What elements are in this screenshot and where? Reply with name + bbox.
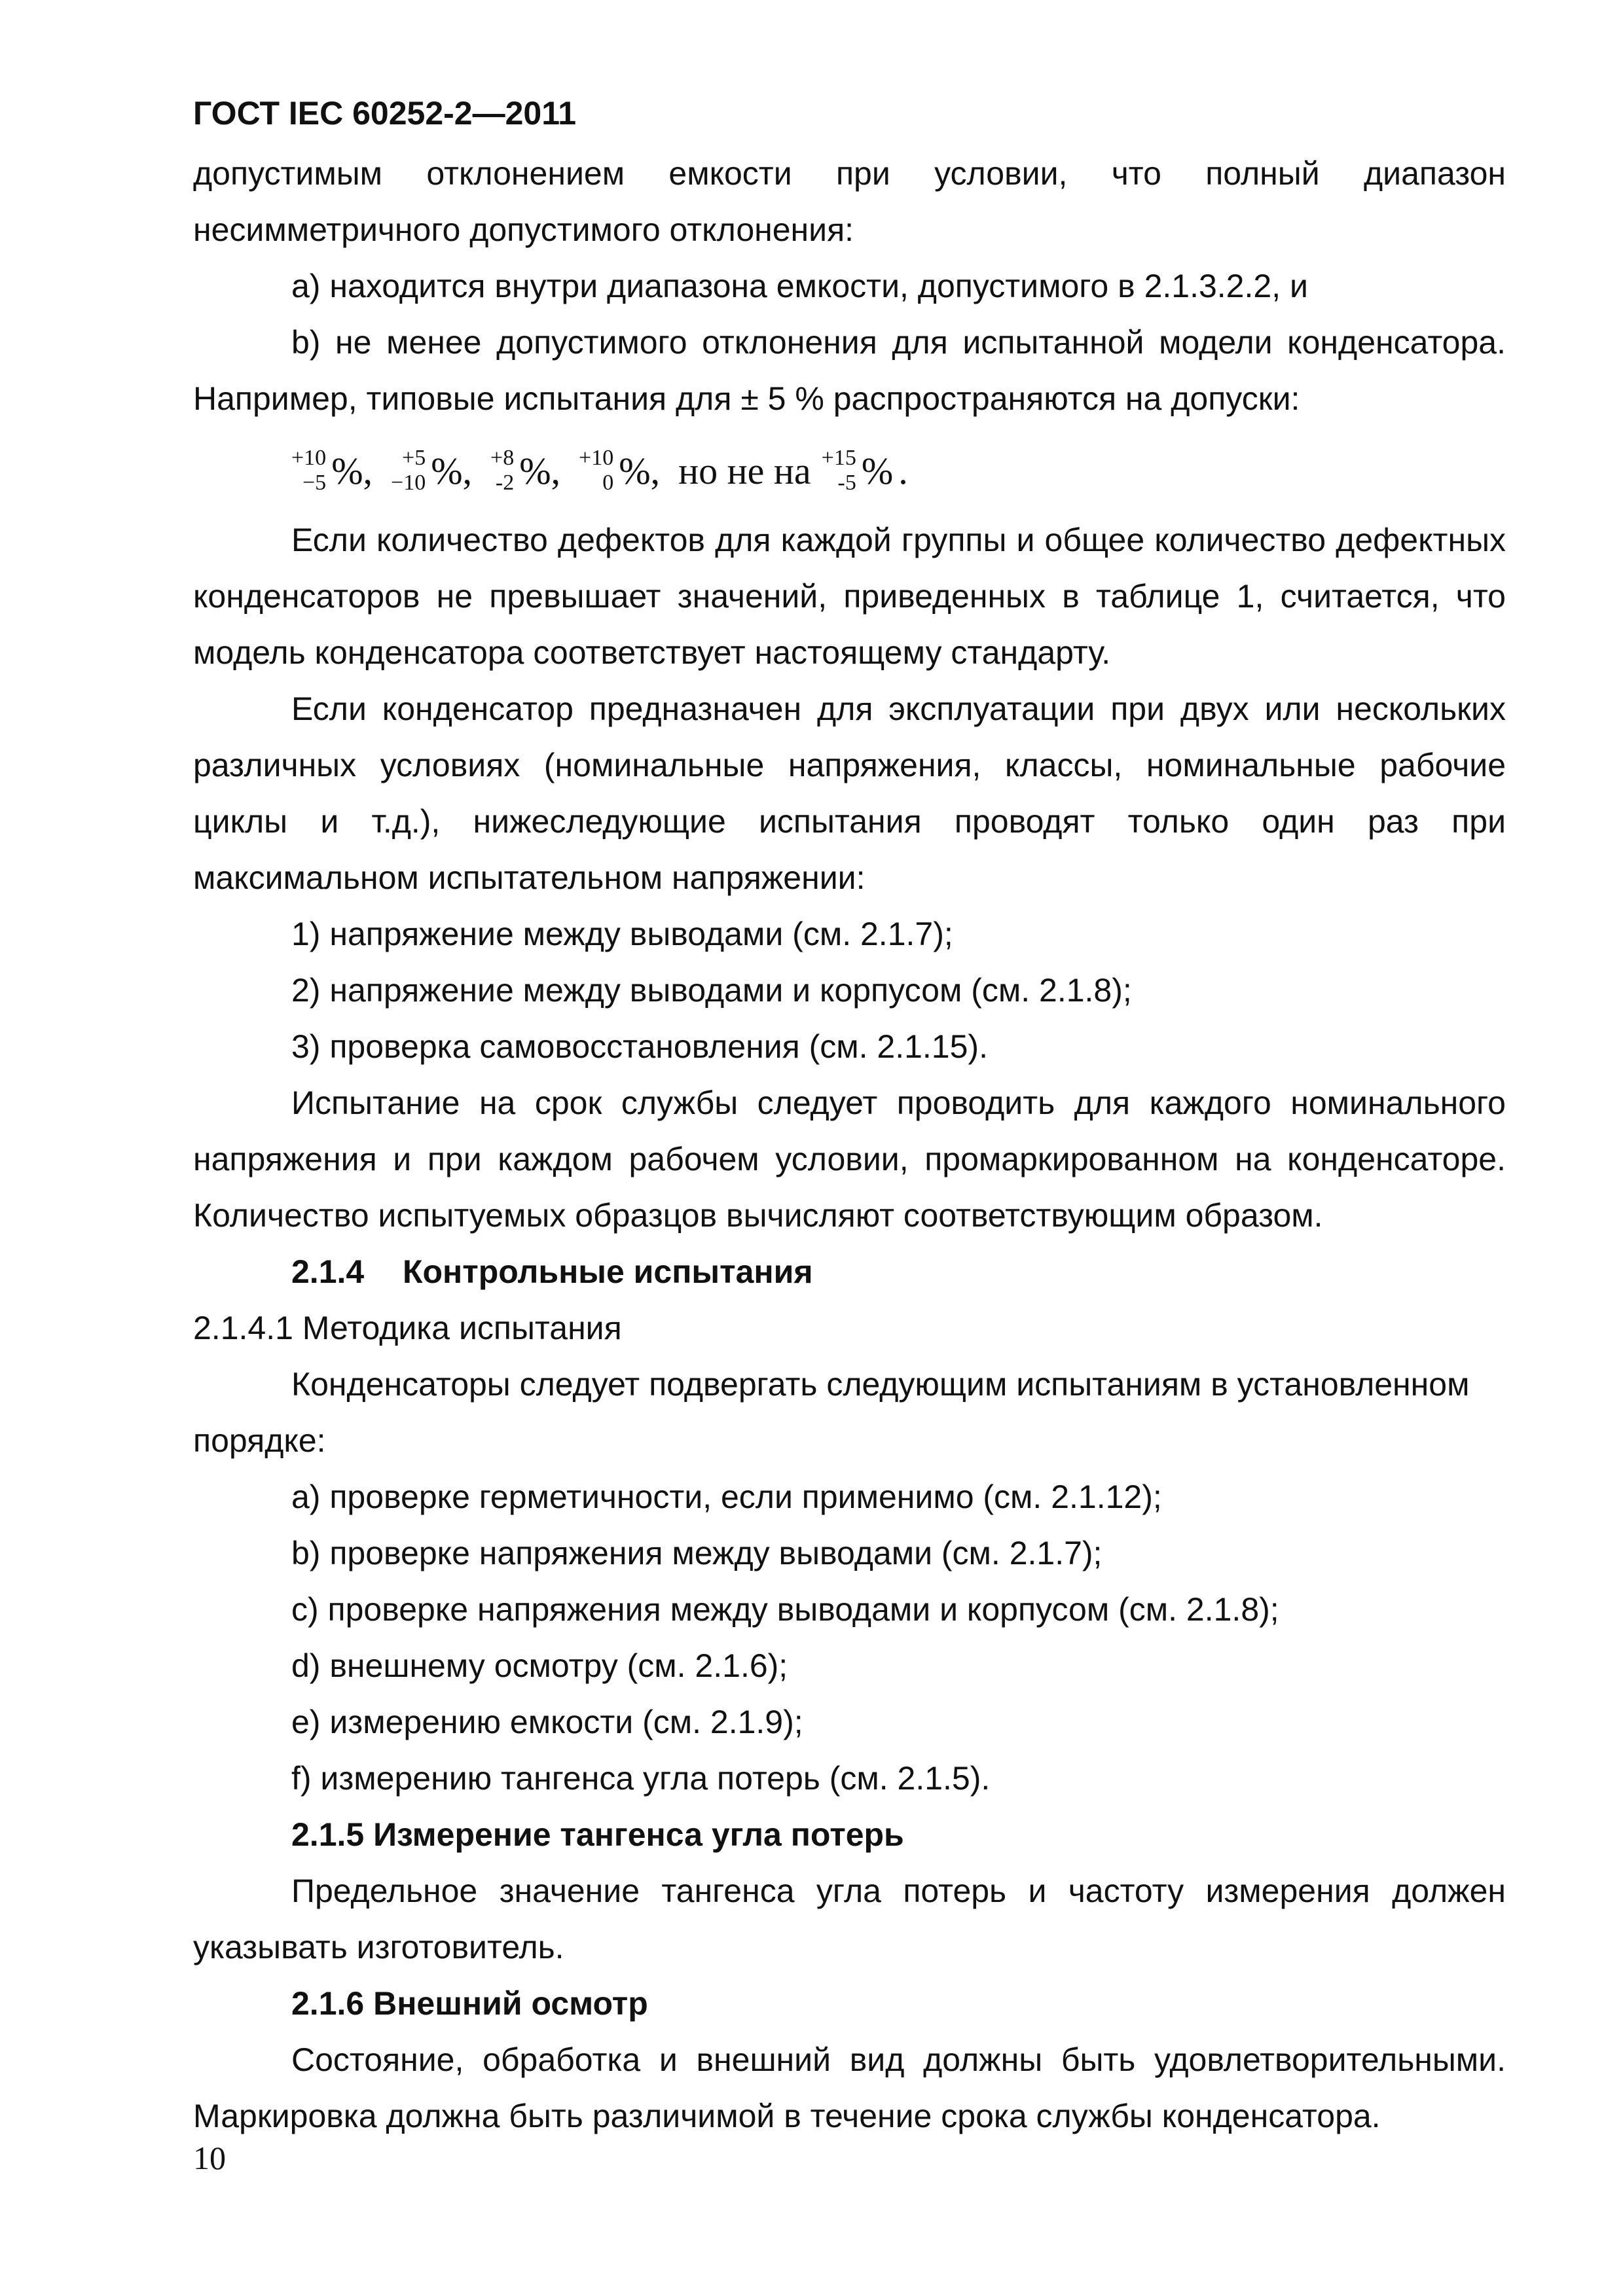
paragraph-line: порядке: (193, 1422, 326, 1459)
paragraph-line: допустимым отклонением емкости при условии, что полный диапазон (193, 155, 1506, 192)
subsection-heading: 2.1.4.1 Методика испытания (193, 1310, 622, 1346)
list-item: b) не менее допустимого отклонения для испытанной модели конденсатора. (291, 324, 1506, 361)
paragraph-line: напряжения и при каждом рабочем условии, промаркированном на конденсаторе. (193, 1141, 1506, 1177)
section-heading: 2.1.5 Измерение тангенса угла потерь (291, 1816, 904, 1853)
document-header: ГОСТ IEC 60252-2—2011 (193, 95, 577, 132)
tolerance-unit: %, (619, 449, 661, 492)
section-heading (291, 1253, 1506, 1291)
tolerance-lower: -2 (495, 471, 515, 495)
section-heading: 2.1.6 Внешний осмотр (291, 1985, 648, 2022)
tolerance-unit: %, (431, 449, 473, 492)
list-item: 3) проверка самовосстановления (см. 2.1.15). (291, 1028, 988, 1065)
tolerance-item (291, 446, 373, 495)
paragraph-line: Предельное значение тангенса угла потерь и частоту измерения должен (291, 1873, 1506, 1909)
paragraph-line: модель конденсатора соответствует настоящему стандарту. (193, 634, 1111, 671)
tolerance-lower: -5 (837, 471, 856, 495)
paragraph-line: Если конденсатор предназначен для эксплуатации при двух или нескольких (291, 691, 1506, 727)
paragraph-line: указывать изготовитель. (193, 1929, 564, 1965)
tolerance-item (579, 446, 660, 495)
tolerance-upper: +15 (821, 446, 856, 470)
paragraph-line: конденсаторов не превышает значений, приведенных в таблице 1, считается, что (193, 578, 1506, 615)
tolerance-upper: +8 (490, 446, 515, 470)
tolerance-item (490, 446, 560, 495)
tolerance-unit: % (861, 449, 894, 492)
tolerance-lower: 0 (602, 471, 614, 495)
list-item: f) измерению тангенса угла потерь (см. 2.1.5). (291, 1760, 991, 1797)
tolerance-unit: %, (519, 449, 561, 492)
list-item: 1) напряжение между выводами (см. 2.1.7); (291, 916, 953, 952)
paragraph-line: Маркировка должна быть различимой в течение срока службы конденсатора. (193, 2098, 1381, 2134)
page-number: 10 (193, 2140, 226, 2176)
tolerance-lower: −10 (391, 471, 426, 495)
tolerance-item (391, 446, 472, 495)
section-number: 2.1.4 (291, 1253, 365, 1290)
paragraph-line: максимальном испытательном напряжении: (193, 859, 866, 896)
tolerance-upper: +10 (579, 446, 614, 470)
list-item: b) проверке напряжения между выводами (см. 2.1.7); (291, 1535, 1103, 1571)
tolerance-formula (291, 435, 908, 507)
tolerance-upper: +5 (402, 446, 426, 470)
list-item: 2) напряжение между выводами и корпусом (см. 2.1.8); (291, 972, 1132, 1009)
paragraph-line: Если количество дефектов для каждой группы и общее количество дефектных (291, 522, 1506, 558)
paragraph-line: Состояние, обработка и внешний вид должны быть удовлетворительными. (291, 2041, 1506, 2078)
list-item: a) находится внутри диапазона емкости, допустимого в 2.1.3.2.2, и (291, 268, 1308, 304)
tolerance-unit: %, (331, 449, 373, 492)
paragraph-line: циклы и т.д.), нижеследующие испытания проводят только один раз при (193, 803, 1506, 840)
formula-end: . (898, 449, 908, 492)
section-title: Контрольные испытания (403, 1253, 813, 1290)
paragraph-line: Например, типовые испытания для ± 5 % распространяются на допуски: (193, 380, 1300, 417)
list-item: e) измерению емкости (см. 2.1.9); (291, 1704, 803, 1740)
paragraph-line: несимметричного допустимого отклонения: (193, 211, 854, 248)
paragraph-line: Конденсаторы следует подвергать следующим испытаниям в установленном (291, 1366, 1470, 1403)
paragraph-line: различных условиях (номинальные напряжения, классы, номинальные рабочие (193, 747, 1506, 783)
paragraph-line: Количество испытуемых образцов вычисляют соответствующим образом. (193, 1197, 1323, 1234)
tolerance-excluded (822, 446, 894, 495)
list-item: c) проверке напряжения между выводами и корпусом (см. 2.1.8); (291, 1591, 1279, 1628)
tolerance-lower: −5 (302, 471, 327, 495)
list-item: d) внешнему осмотру (см. 2.1.6); (291, 1647, 788, 1684)
formula-but-not: но не на (678, 449, 811, 492)
tolerance-upper: +10 (291, 446, 327, 470)
list-item: a) проверке герметичности, если применимо (см. 2.1.12); (291, 1479, 1162, 1515)
paragraph-line: Испытание на срок службы следует проводить для каждого номинального (291, 1085, 1506, 1121)
